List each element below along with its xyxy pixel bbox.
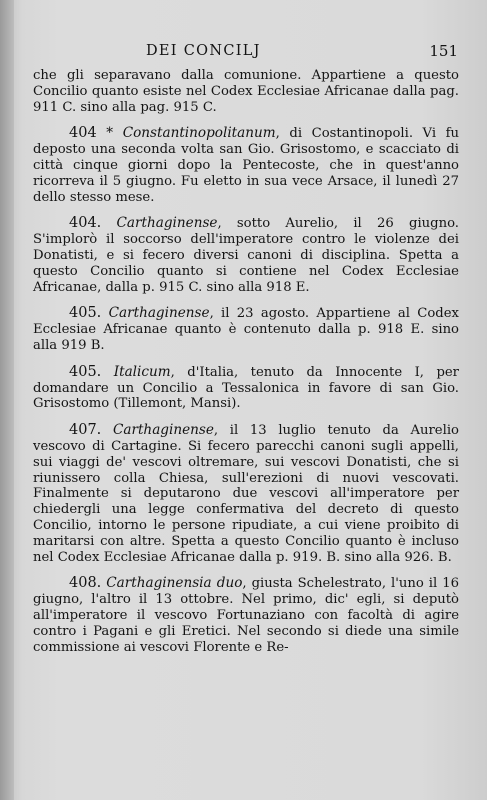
entry-text: , d'Italia, tenuto da Innocente I, per domandare un Concilio a Tessalonica in favore di san Gio. Grisostomo (Tillemont, Mansi).: [33, 364, 459, 412]
entry-year: 405.: [69, 305, 102, 322]
entry-continuation: [33, 68, 459, 115]
entry-text: , giusta Schelestrato, l'uno il 16 giugno, l'altro il 13 ottobre. Nel primo, dic' egli, si deputò all'imperatore il vescovo Fortunaziano con facoltà di agire contro i Pagani e gli Eretici. Nel secondo si diede una simile commissione ai vescovi Florente e Re-: [33, 576, 459, 655]
page-gutter: [0, 0, 14, 800]
entry-text: , sotto Aurelio, il 26 giugno. S'implorò il soccorso dell'imperatore contro le violenze dei Donatisti, e si fecero diversi canoni di disciplina. Spetta a questo Concilio quanto si contiene nel Codex Ecclesiae Africanae, dalla p. 915 C. sino alla 918 E.: [33, 216, 459, 295]
entry-text: , di Costantinopoli. Vi fu deposto una seconda volta san Gio. Grisostomo, e scacciato di città cinque giorni dopo la Pentecoste, che in quest'anno ricorreva il 5 giugno. Fu eletto in sua vece Arsace, il lunedì 27 dello stesso mese.: [33, 126, 459, 205]
page-header: [20, 43, 462, 63]
entry-405-italicum: [33, 365, 459, 412]
entry-year: 407.: [69, 422, 102, 439]
page-number: 151: [429, 42, 458, 60]
entry-408-carthaginensia-duo: [33, 576, 459, 655]
body-text: [33, 68, 459, 655]
entry-year: 404.: [69, 215, 102, 232]
entry-404-carthaginense: [33, 216, 459, 295]
council-name: Carthaginense: [108, 305, 210, 322]
entry-text: , il 13 luglio tenuto da Aurelio vescovo di Cartagine. Si fecero parecchi canoni sugli appelli, sui viaggi de' vescovi oltremare, sui vescovi Donatisti, che si riunissero colla Chiesa, sull'erezioni di nuovi vescovati. Finalmente si deputarono due vescovi all'imperatore per chiedergli una legge confermativa del decreto di questo Concilio, intorno le persone ripudiate, a cui viene proibito di maritarsi con altre. Spetta a questo Concilio quanto è incluso nel Codex Ecclesiae Africanae dalla p. 919. B. sino alla 926. B.: [33, 423, 459, 565]
entry-year: 405.: [69, 363, 102, 380]
entry-407-carthaginense: [33, 423, 459, 565]
running-title: DEI CONCILJ: [146, 43, 261, 59]
entry-year: 408.: [69, 575, 102, 592]
entry-year: 404: [69, 125, 97, 142]
entry-text: che gli separavano dalla comunione. Appartiene a questo Concilio quanto esiste nel Codex Ecclesiae Africanae dalla pag. 911 C. sino alla pag. 915 C.: [33, 68, 459, 115]
council-name: * Constantinopolitanum: [106, 125, 276, 142]
entry-text: , il 23 agosto. Appartiene al Codex Ecclesiae Africanae quanto è contenuto dalla p. 918 E. sino alla 919 B.: [33, 306, 459, 353]
entry-405-carthaginense: [33, 306, 459, 353]
council-name: Carthaginensia duo: [106, 575, 243, 592]
entry-404-constantinopolitanum: [33, 126, 459, 205]
council-name: Italicum: [113, 363, 171, 380]
council-name: Carthaginense: [116, 215, 218, 232]
council-name: Carthaginense: [112, 422, 214, 439]
